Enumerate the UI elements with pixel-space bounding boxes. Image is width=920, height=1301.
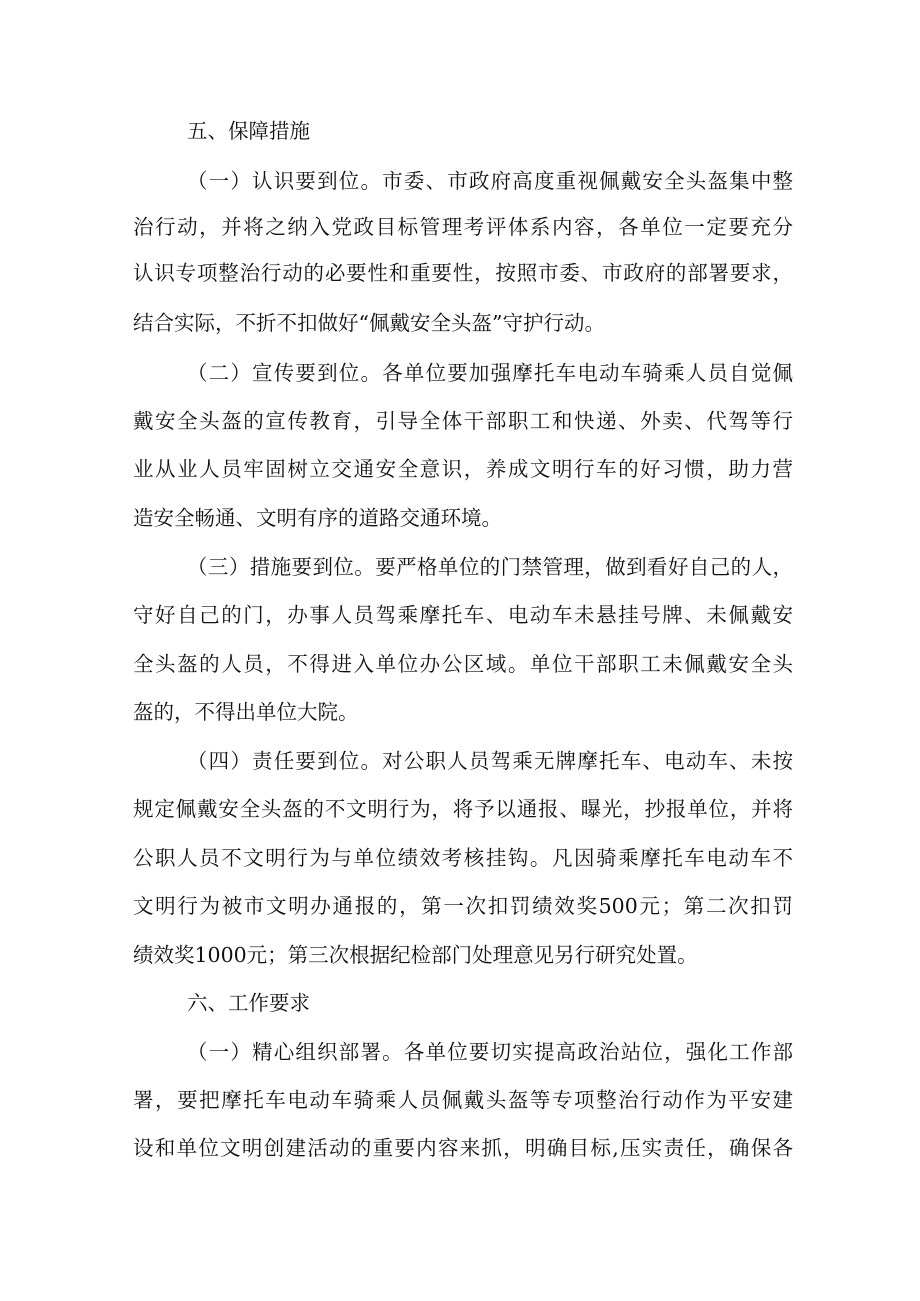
paragraph-4-line-1: （四）责任要到位。对公职人员驾乘无牌摩托车、电动车、未按 <box>187 749 793 773</box>
paragraph-5-line-1: （一）精心组织部署。各单位要切实提高政治站位，强化工作部 <box>187 1040 793 1064</box>
paragraph-1-line-1: （一）认识要到位。市委、市政府高度重视佩戴安全头盔集中整 <box>187 169 793 193</box>
paragraph-3-line-2: 守好自己的门，办事人员驾乘摩托车、电动车未悬挂号牌、未佩戴安 <box>133 603 793 627</box>
paragraph-3-line-4: 盔的，不得出单位大院。 <box>133 700 359 724</box>
paragraph-2-line-3: 业从业人员牢固树立交通安全意识，养成文明行车的好习惯，助力营 <box>133 457 793 481</box>
paragraph-1-line-2: 治行动，并将之纳入党政目标管理考评体系内容，各单位一定要充分 <box>133 215 793 239</box>
paragraph-4-line-4: 文明行为被市文明办通报的，第一次扣罚绩效奖500元；第二次扣罚 <box>133 894 793 918</box>
paragraph-4-line-2: 规定佩戴安全头盔的不文明行为，将予以通报、曝光，抄报单位，并将 <box>133 797 793 821</box>
paragraph-4-line-5: 绩效奖1000元；第三次根据纪检部门处理意见另行研究处置。 <box>133 943 698 967</box>
section-heading-6: 六、工作要求 <box>187 991 310 1015</box>
paragraph-1-line-4: 结合实际，不折不扣做好“佩戴安全头盔”守护行动。 <box>133 311 605 335</box>
paragraph-3-line-1: （三）措施要到位。要严格单位的门禁管理，做到看好自己的人， <box>187 555 793 579</box>
paragraph-2-line-1: （二）宣传要到位。各单位要加强摩托车电动车骑乘人员自觉佩 <box>187 361 793 385</box>
section-heading-5: 五、保障措施 <box>187 119 310 143</box>
paragraph-4-line-3: 公职人员不文明行为与单位绩效考核挂钩。凡因骑乘摩托车电动车不 <box>133 846 793 870</box>
paragraph-2-line-2: 戴安全头盔的宣传教育，引导全体干部职工和快递、外卖、代驾等行 <box>133 409 793 433</box>
paragraph-3-line-3: 全头盔的人员，不得进入单位办公区域。单位干部职工未佩戴安全头 <box>133 652 793 676</box>
paragraph-2-line-4: 造安全畅通、文明有序的道路交通环境。 <box>133 506 502 530</box>
paragraph-5-line-2: 署，要把摩托车电动车骑乘人员佩戴头盔等专项整治行动作为平安建 <box>133 1088 793 1112</box>
paragraph-5-line-3: 设和单位文明创建活动的重要内容来抓，明确目标,压实责任，确保各 <box>133 1136 793 1160</box>
paragraph-1-line-3: 认识专项整治行动的必要性和重要性，按照市委、市政府的部署要求， <box>133 261 793 285</box>
